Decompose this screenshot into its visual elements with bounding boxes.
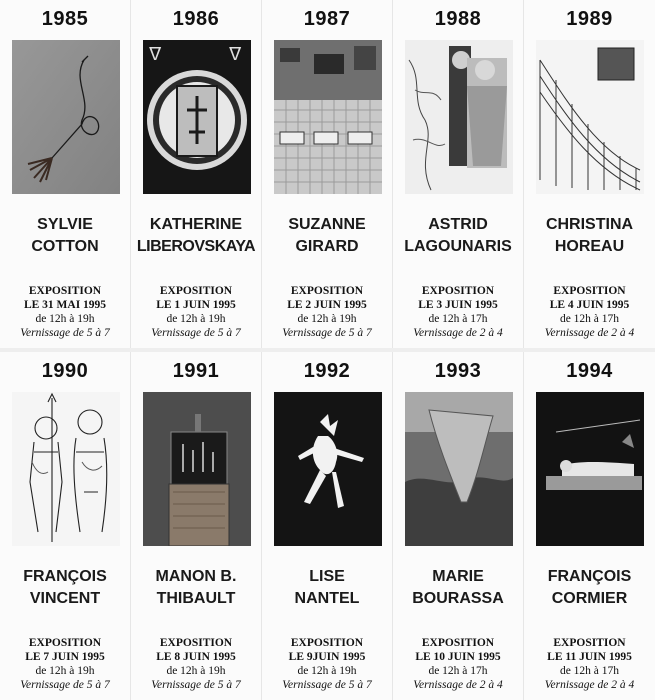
vernissage-time: Vernissage de 2 à 4: [413, 327, 503, 339]
exhibition-label: EXPOSITION: [421, 637, 495, 649]
bottom-row: [0, 352, 655, 700]
artist-first-name: MANON B.: [155, 568, 237, 585]
exhibition-info: [131, 284, 261, 340]
year-label: 1992: [303, 360, 351, 382]
year-label: 1991: [172, 360, 220, 382]
artist-last-name: CORMIER: [551, 590, 628, 607]
artist-first-name: LISE: [309, 568, 345, 585]
year-label: 1994: [566, 360, 613, 382]
vernissage-time: Vernissage de 5 à 7: [282, 679, 372, 691]
artist-last-name: THIBAULT: [156, 590, 236, 607]
year-label: 1988: [434, 8, 482, 30]
artist-name: [262, 214, 392, 258]
exhibition-label: EXPOSITION: [553, 637, 626, 649]
exhibition-date: LE 31 MAI 1995: [23, 299, 107, 311]
card-1990: [0, 352, 131, 700]
vernissage-time: Vernissage de 5 à 7: [151, 327, 241, 339]
artist-last-name: GIRARD: [295, 238, 359, 255]
vernissage-time: Vernissage de 2 à 4: [413, 679, 503, 691]
exhibition-label: EXPOSITION: [290, 637, 364, 649]
card-1987: [262, 0, 393, 348]
artist-last-name: VINCENT: [29, 590, 101, 607]
exhibition-hours: de 12h à 19h: [297, 313, 357, 325]
exhibition-info: [0, 284, 130, 340]
top-row: [0, 0, 655, 348]
svg-text:ᐁ: ᐁ: [149, 44, 162, 64]
card-1993: [393, 352, 524, 700]
exhibition-info: [393, 284, 523, 340]
artist-last-name: LAGOUNARIS: [404, 238, 512, 255]
artist-name: [131, 214, 261, 258]
vernissage-time: Vernissage de 5 à 7: [20, 679, 110, 691]
year-label: 1987: [303, 8, 351, 30]
exhibition-label: EXPOSITION: [159, 285, 233, 297]
artist-name: [0, 214, 130, 258]
exhibition-hours: de 12h à 19h: [35, 665, 95, 677]
vernissage-time: Vernissage de 5 à 7: [282, 327, 372, 339]
year-label: 1993: [434, 360, 482, 382]
artist-last-name: BOURASSA: [412, 590, 504, 607]
artwork-photo: [143, 40, 251, 194]
exhibition-hours: de 12h à 17h: [559, 313, 620, 325]
exhibition-label: EXPOSITION: [421, 285, 495, 297]
exhibition-label: EXPOSITION: [553, 285, 626, 297]
artist-first-name: ASTRID: [428, 216, 488, 233]
vernissage-time: Vernissage de 2 à 4: [544, 679, 635, 691]
artwork-photo: [405, 40, 513, 194]
year-label: 1990: [41, 360, 89, 382]
vernissage-time: Vernissage de 5 à 7: [151, 679, 241, 691]
card-1989: [524, 0, 655, 348]
exhibition-info: [262, 636, 392, 692]
exhibition-info: [393, 636, 523, 692]
exhibition-info: [524, 636, 655, 692]
exhibition-hours: de 12h à 19h: [35, 313, 95, 325]
card-1994: [524, 352, 655, 700]
artwork-photo: [405, 392, 513, 546]
artist-first-name: SYLVIE: [37, 216, 93, 233]
vernissage-time: Vernissage de 2 à 4: [544, 327, 635, 339]
exhibition-date: LE 7 JUIN 1995: [25, 651, 105, 663]
artist-first-name: FRANÇOIS: [23, 568, 107, 585]
exhibition-hours: de 12h à 17h: [428, 665, 488, 677]
exhibition-date: LE 4 JUIN 1995: [549, 299, 630, 311]
exhibition-hours: de 12h à 19h: [297, 665, 357, 677]
artwork-photo: [274, 392, 382, 546]
exhibition-label: EXPOSITION: [28, 637, 102, 649]
year-label: 1989: [566, 8, 613, 30]
card-1985: [0, 0, 131, 348]
artist-first-name: FRANÇOIS: [547, 568, 632, 585]
artist-name: [393, 566, 523, 610]
exhibition-date: LE 10 JUIN 1995: [415, 651, 501, 663]
exhibition-date: LE 1 JUIN 1995: [156, 299, 236, 311]
artist-last-name: NANTEL: [294, 590, 360, 607]
exhibition-label: EXPOSITION: [290, 285, 364, 297]
card-1986: [131, 0, 262, 348]
artist-last-name: COTTON: [31, 238, 99, 255]
exhibition-date: LE 11 JUIN 1995: [547, 651, 632, 663]
artwork-photo: [143, 392, 251, 546]
card-1992: [262, 352, 393, 700]
exhibition-info: [524, 284, 655, 340]
exhibition-date: LE 8 JUIN 1995: [156, 651, 236, 663]
exhibition-date: LE 3 JUIN 1995: [418, 299, 498, 311]
vernissage-time: Vernissage de 5 à 7: [20, 327, 110, 339]
exhibition-label: EXPOSITION: [28, 285, 102, 297]
exhibition-info: [0, 636, 130, 692]
exhibition-hours: de 12h à 19h: [166, 313, 226, 325]
card-1991: [131, 352, 262, 700]
artist-name: [524, 566, 655, 610]
artist-name: [0, 566, 130, 610]
artwork-photo: [536, 392, 644, 546]
artist-name: [131, 566, 261, 610]
exhibition-hours: de 12h à 17h: [559, 665, 620, 677]
exhibition-hours: de 12h à 17h: [428, 313, 488, 325]
artist-last-name: LIBEROVSKAYA: [136, 238, 256, 255]
artist-first-name: CHRISTINA: [545, 216, 634, 233]
artwork-photo: [12, 392, 120, 546]
year-label: 1985: [41, 8, 89, 30]
svg-text:ᐁ: ᐁ: [229, 44, 242, 64]
artist-name: [262, 566, 392, 610]
exhibition-label: EXPOSITION: [159, 637, 233, 649]
artwork-photo: [274, 40, 382, 194]
artist-first-name: KATHERINE: [149, 216, 243, 233]
exhibition-date: LE 9JUIN 1995: [288, 651, 366, 663]
exhibition-info: [262, 284, 392, 340]
artist-last-name: HOREAU: [554, 238, 625, 255]
artist-first-name: SUZANNE: [288, 216, 366, 233]
artwork-photo: [12, 40, 120, 194]
exhibition-date: LE 2 JUIN 1995: [287, 299, 367, 311]
artwork-photo: [536, 40, 644, 194]
artist-first-name: MARIE: [432, 568, 484, 585]
exhibition-info: [131, 636, 261, 692]
artist-name: [524, 214, 655, 258]
exhibition-hours: de 12h à 19h: [166, 665, 226, 677]
year-label: 1986: [172, 8, 220, 30]
artist-name: [393, 214, 523, 258]
card-1988: [393, 0, 524, 348]
